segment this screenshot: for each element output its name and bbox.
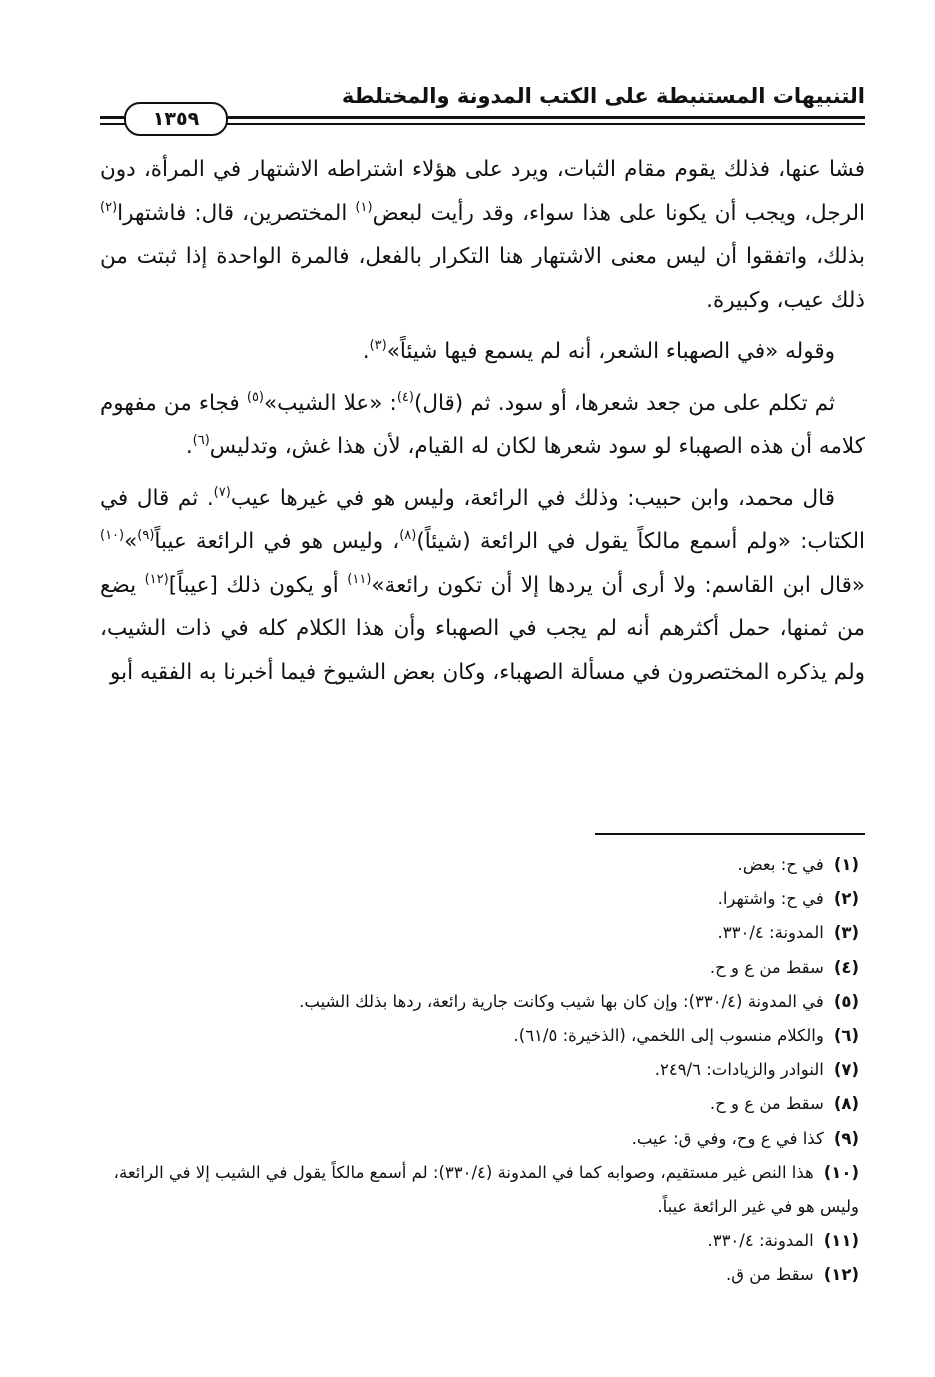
- footnote-ref-10: (١٠): [100, 528, 125, 543]
- footnote-5: [100, 985, 865, 1019]
- paragraph-1: [100, 148, 865, 322]
- text-span: وقوله «في الصهباء الشعر، أنه لم يسمع فيها شيئاً»: [386, 339, 835, 364]
- footnote-number: (٥): [833, 991, 859, 1011]
- footnote-2: [100, 882, 865, 916]
- footnote-10: [100, 1156, 865, 1224]
- footnote-1: [100, 848, 865, 882]
- text-span: بذلك، واتفقوا أن ليس معنى الاشتهار هنا التكرار بالفعل، فالمرة الواحدة إذا ثبتت من ذلك عيب، وكبيرة.: [100, 244, 865, 313]
- footnote-text: سقط من ع و ح.: [709, 1094, 824, 1114]
- footnote-ref-12: (١٢): [144, 571, 169, 587]
- main-text: [100, 148, 865, 694]
- footnote-8: [100, 1087, 865, 1121]
- text-span: فشا عنها، فذلك يقوم مقام الثبات، ويرد على هؤلاء اشتراطه الاشتهار في المرأة، دون الرجل، ويجب أن يكونا على هذا سواء، وقد رأيت لبعض: [100, 157, 866, 226]
- footnote-ref-11: (١١): [347, 571, 372, 587]
- footnotes: [100, 848, 865, 1293]
- footnote-number: (١): [833, 855, 859, 874]
- footnote-ref-9: (٩): [137, 528, 155, 543]
- footnote-text: سقط من ق.: [725, 1265, 814, 1285]
- footnote-text: النوادر والزيادات: ٢٤٩/٦.: [654, 1060, 824, 1080]
- footnote-number: (٦): [833, 1026, 859, 1046]
- footnote-number: (٩): [833, 1128, 859, 1148]
- paragraph-3: [100, 382, 865, 469]
- footnote-4: [100, 951, 865, 985]
- footnote-12: [100, 1258, 865, 1292]
- footnote-9: [100, 1122, 865, 1156]
- footnote-text: هذا النص غير مستقيم، وصوابه كما في المدونة (٣٣٠/٤): لم أسمع مالكاً يقول في الشيب إلا في الرائعة، وليس هو في غير الرائعة عيباً.: [113, 1162, 859, 1217]
- footnote-text: في المدونة (٣٣٠/٤): وإن كان بها شيب وكانت جارية رائعة، ردها بذلك الشيب.: [299, 991, 824, 1011]
- text-span: .: [185, 434, 193, 459]
- footnote-ref-5: (٥): [246, 389, 264, 405]
- text-span: ، وليس هو في الرائعة عيباً: [154, 529, 400, 554]
- footnote-7: [100, 1053, 865, 1087]
- footnote-number: (٤): [833, 957, 859, 977]
- footnote-text: المدونة: ٣٣٠/٤.: [707, 1231, 814, 1251]
- footnote-text: المدونة: ٣٣٠/٤.: [717, 923, 824, 943]
- footnote-ref-4: (٤): [396, 389, 414, 405]
- running-title: التنبيهات المستنبطة على الكتب المدونة والمختلطة: [341, 84, 865, 108]
- footnote-ref-2: (٢): [100, 199, 118, 215]
- footnote-number: (٢): [833, 889, 859, 909]
- footnote-ref-1: (١): [355, 199, 373, 215]
- text-span: «قال ابن القاسم: ولا أرى أن يردها إلا أن تكون رائعة»: [371, 572, 866, 598]
- footnote-11: [100, 1224, 865, 1258]
- footnote-text: سقط من ع و ح.: [709, 957, 824, 977]
- text-span: أو يكون ذلك [عيباً]: [168, 572, 348, 598]
- footnote-text: كذا في ع وح، وفي ق: عيب.: [631, 1128, 824, 1148]
- text-span: »: [124, 529, 138, 554]
- footnote-number: (١١): [823, 1231, 859, 1251]
- footnote-number: (٣): [833, 923, 859, 943]
- footnote-ref-3: (٣): [369, 338, 387, 353]
- footnote-6: [100, 1019, 865, 1053]
- footnote-text: والكلام منسوب إلى اللخمي، (الذخيرة: ٦١/٥).: [513, 1026, 824, 1046]
- footnote-number: (١٢): [823, 1265, 859, 1285]
- page-header: [100, 78, 865, 138]
- text-span: . ثم قال في الكتاب: «ولم أسمع مالكاً يقول في الرائعة (شيئاً): [100, 485, 866, 554]
- footnote-ref-6: (٦): [192, 433, 210, 448]
- footnote-text: في ح: بعض.: [737, 855, 824, 874]
- text-span: ثم تكلم على من جعد شعرها، أو سود. ثم (قال): [413, 390, 835, 416]
- text-span: المختصرين، قال: فاشتهرا: [117, 200, 356, 226]
- footnote-ref-7: (٧): [213, 484, 231, 500]
- paragraph-2: [100, 330, 865, 374]
- footnote-number: (٧): [833, 1060, 859, 1080]
- footnote-ref-8: (٨): [399, 528, 417, 543]
- footnote-number: (١٠): [823, 1162, 859, 1182]
- footnote-3: [100, 916, 865, 950]
- footnote-number: (٨): [833, 1094, 859, 1114]
- footnote-separator: [595, 833, 865, 835]
- footnote-text: في ح: واشتهرا.: [717, 889, 824, 909]
- text-span: فجاء من مفهوم كلامه أن هذه الصهباء لو سود شعرها لكان له القيام، لأن هذا غش، وتدليس: [100, 390, 865, 459]
- page-number: ١٣٥٩: [124, 102, 228, 136]
- text-span: : «علا الشيب»: [264, 390, 397, 416]
- paragraph-4: [100, 477, 865, 695]
- text-span: .: [362, 339, 370, 364]
- text-span: قال محمد، وابن حبيب: وذلك في الرائعة، وليس هو في غيرها عيب: [230, 485, 835, 511]
- text-span: يضع من ثمنها، حمل أكثرهم أنه لم يجب في الصهباء وأن هذا الكلام كله في ذات الشيب، ولم يذكره المختصرون في مسألة الصهباء، وكان بعض الشيوخ فيما أخبرنا به الفقيه أبو: [100, 572, 865, 685]
